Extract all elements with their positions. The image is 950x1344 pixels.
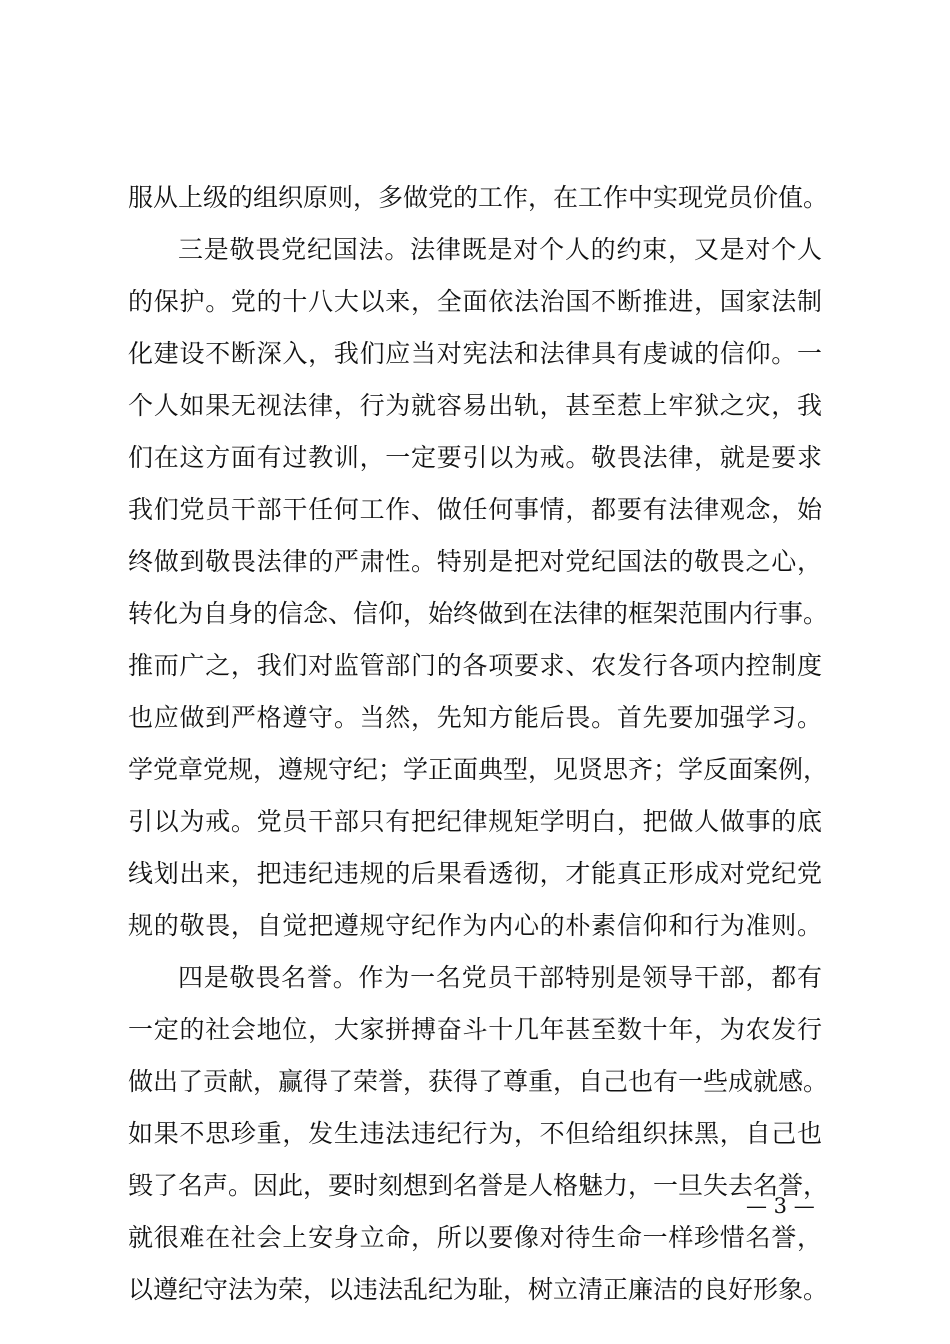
text-line: 线划出来，把违纪违规的后果看透彻，才能真正形成对党纪党 [128, 859, 822, 888]
text-line: 毁了名声。因此，要时刻想到名誉是人格魅力，一旦失去名誉， [128, 1171, 829, 1200]
text-line: 学党章党规，遵规守纪；学正面典型，见贤思齐；学反面案例， [128, 755, 829, 784]
text-line: 转化为自身的信念、信仰，始终做到在法律的框架范围内行事。 [128, 599, 829, 628]
text-line: 推而广之，我们对监管部门的各项要求、农发行各项内控制度 [128, 651, 822, 680]
text-line: 个人如果无视法律，行为就容易出轨，甚至惹上牢狱之灾，我 [128, 391, 822, 420]
text-line: 就很难在社会上安身立命，所以要像对待生命一样珍惜名誉， [128, 1223, 822, 1252]
text-line: 服从上级的组织原则，多做党的工作，在工作中实现党员价值。 [128, 183, 829, 212]
text-line: 的保护。党的十八大以来，全面依法治国不断推进，国家法制 [128, 287, 822, 316]
text-line: 做出了贡献，赢得了荣誉，获得了尊重，自己也有一些成就感。 [128, 1067, 829, 1096]
text-line: 们在这方面有过教训，一定要引以为戒。敬畏法律，就是要求 [128, 443, 822, 472]
text-line: 终做到敬畏法律的严肃性。特别是把对党纪国法的敬畏之心， [128, 547, 822, 576]
text-line: 三是敬畏党纪国法。法律既是对个人的约束，又是对个人 [178, 235, 822, 264]
page-number: — 3 — [746, 1194, 815, 1218]
text-line: 化建设不断深入，我们应当对宪法和法律具有虔诚的信仰。一 [128, 339, 822, 368]
text-line: 规的敬畏，自觉把遵规守纪作为内心的朴素信仰和行为准则。 [128, 911, 822, 940]
text-line: 我们党员干部干任何工作、做任何事情，都要有法律观念，始 [128, 495, 822, 524]
text-line: 也应做到严格遵守。当然，先知方能后畏。首先要加强学习。 [128, 703, 822, 732]
text-line: 四是敬畏名誉。作为一名党员干部特别是领导干部，都有 [178, 963, 822, 992]
text-line: 引以为戒。党员干部只有把纪律规矩学明白，把做人做事的底 [128, 807, 822, 836]
text-line: 如果不思珍重，发生违法违纪行为，不但给组织抹黑，自己也 [128, 1119, 822, 1148]
text-line: 一定的社会地位，大家拼搏奋斗十几年甚至数十年，为农发行 [128, 1015, 822, 1044]
text-line: 以遵纪守法为荣，以违法乱纪为耻，树立清正廉洁的良好形象。 [128, 1275, 829, 1304]
